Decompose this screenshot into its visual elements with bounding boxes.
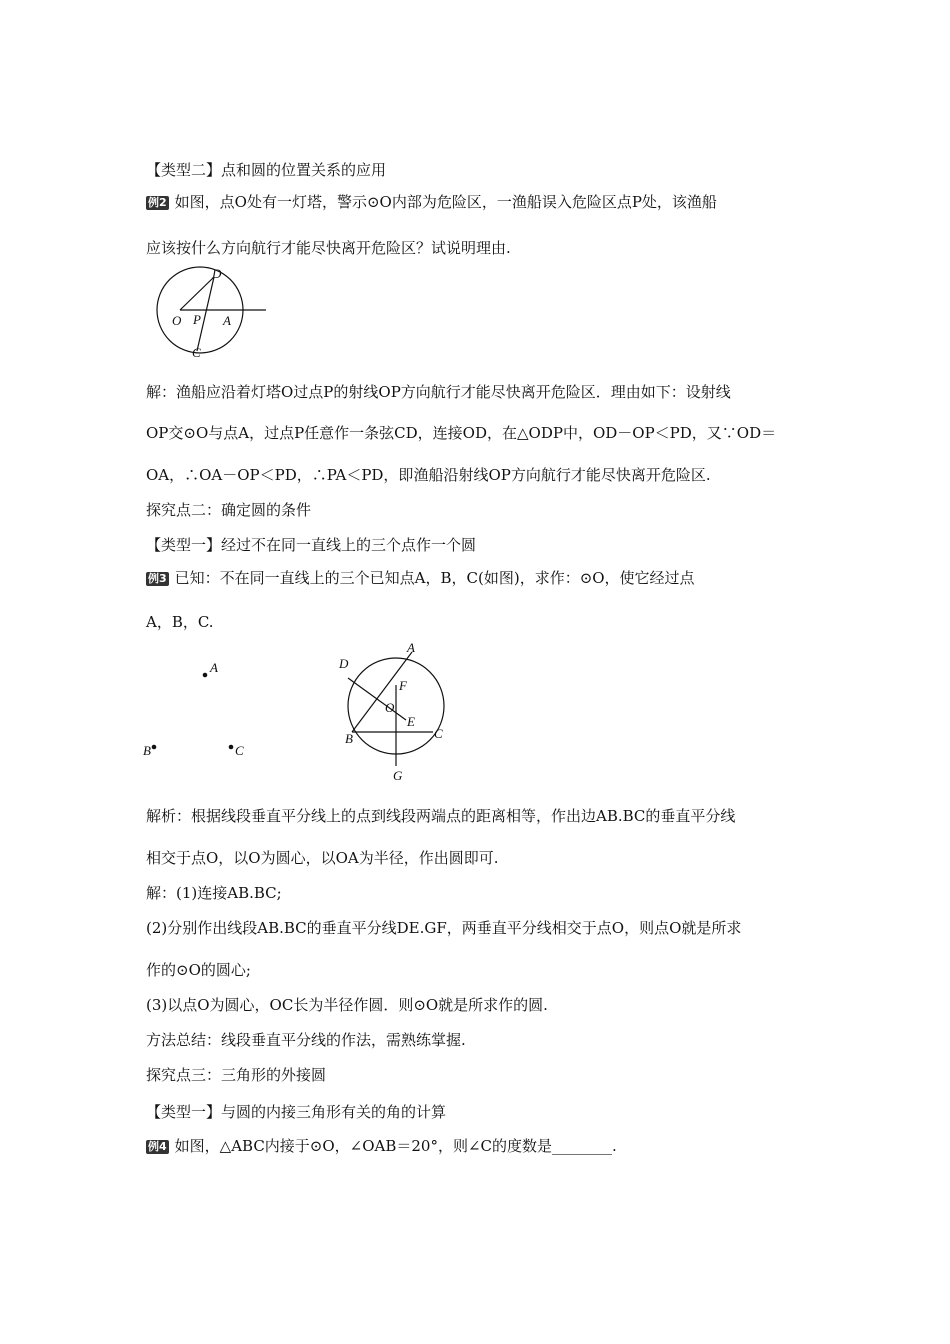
label-d: D: [212, 266, 222, 281]
example-2-line-2: 应该按什么方向航行才能尽快离开危险区？试说明理由.: [146, 239, 511, 257]
solution-3-step-2: (2)分别作出线段AB.BC的垂直平分线DE.GF，两垂直平分线相交于点O，则点O就是所求: [146, 919, 742, 937]
section-heading-3: 探究点三：三角形的外接圆: [146, 1066, 327, 1084]
example-4-badge: 例4: [148, 1140, 167, 1153]
section-heading-2: 探究点二：确定圆的条件: [146, 501, 312, 519]
solution-2-line-1: 解：渔船应沿着灯塔O过点P的射线OP方向航行才能尽快离开危险区．理由如下：设射线: [146, 383, 731, 401]
type-heading-2: 【类型二】点和圆的位置关系的应用: [146, 161, 387, 179]
example-3-line-1: [146, 568, 695, 588]
example-2-text: 如图，点O处有一灯塔，警示⊙O内部为危险区，一渔船误入危险区点P处，该渔船: [174, 193, 717, 211]
label-c: C: [192, 345, 201, 360]
example-3-badge: 例3: [148, 572, 167, 585]
figure-circumcircle-construction: [330, 640, 460, 785]
label-a: A: [210, 660, 218, 675]
bisector-de: [348, 678, 406, 720]
label-a: A: [407, 640, 415, 655]
example-4-text: 如图，△ABC内接于⊙O，∠OAB＝20°，则∠C的度数是________.: [174, 1137, 617, 1155]
label-d: D: [339, 656, 349, 671]
analysis-3-line-2: 相交于点O，以O为圆心，以OA为半径，作出圆即可.: [146, 849, 499, 867]
label-c: C: [235, 743, 244, 758]
example-3-line-2: A，B，C.: [146, 613, 214, 631]
label-g: G: [393, 768, 403, 783]
label-a: A: [223, 313, 231, 328]
solution-2-line-2: OP交⊙O与点A，过点P任意作一条弦CD，连接OD，在△ODP中，OD－OP＜PD，又∵OD＝: [146, 424, 777, 442]
label-b: B: [345, 731, 353, 746]
figure-lighthouse-circle: [138, 265, 273, 360]
label-b: B: [143, 743, 151, 758]
label-f: F: [399, 678, 407, 693]
example-2-badge: 例2: [148, 196, 167, 209]
solution-2-line-3: OA，∴OA－OP＜PD，∴PA＜PD，即渔船沿射线OP方向航行才能尽快离开危险区.: [146, 466, 711, 484]
label-e: E: [407, 714, 415, 729]
solution-3-step-1: 解：(1)连接AB.BC;: [146, 884, 282, 902]
solution-3-step-3: (3)以点O为圆心，OC长为半径作圆．则⊙O就是所求作的圆.: [146, 996, 548, 1014]
figure-three-points: [138, 655, 258, 765]
type-heading-1b: 【类型一】与圆的内接三角形有关的角的计算: [146, 1103, 447, 1121]
label-p: P: [193, 312, 201, 327]
analysis-3-line-1: 解析：根据线段垂直平分线上的点到线段两端点的距离相等，作出边AB.BC的垂直平分线: [146, 807, 736, 825]
type-heading-1a: 【类型一】经过不在同一直线上的三个点作一个圆: [146, 536, 477, 554]
example-4-line-1: [146, 1136, 617, 1156]
example-2-line-1: [146, 192, 717, 212]
method-summary: 方法总结：线段垂直平分线的作法，需熟练掌握.: [146, 1031, 466, 1049]
label-o: O: [385, 700, 395, 715]
label-c: C: [434, 726, 443, 741]
example-3-text: 已知：不在同一直线上的三个已知点A，B，C(如图)，求作：⊙O，使它经过点: [174, 569, 695, 587]
point-c: [229, 745, 234, 750]
solution-3-step-2-cont: 作的⊙O的圆心;: [146, 961, 251, 979]
point-a: [203, 673, 208, 678]
segment-od: [180, 277, 214, 310]
point-b: [152, 745, 157, 750]
label-o: O: [172, 313, 182, 328]
